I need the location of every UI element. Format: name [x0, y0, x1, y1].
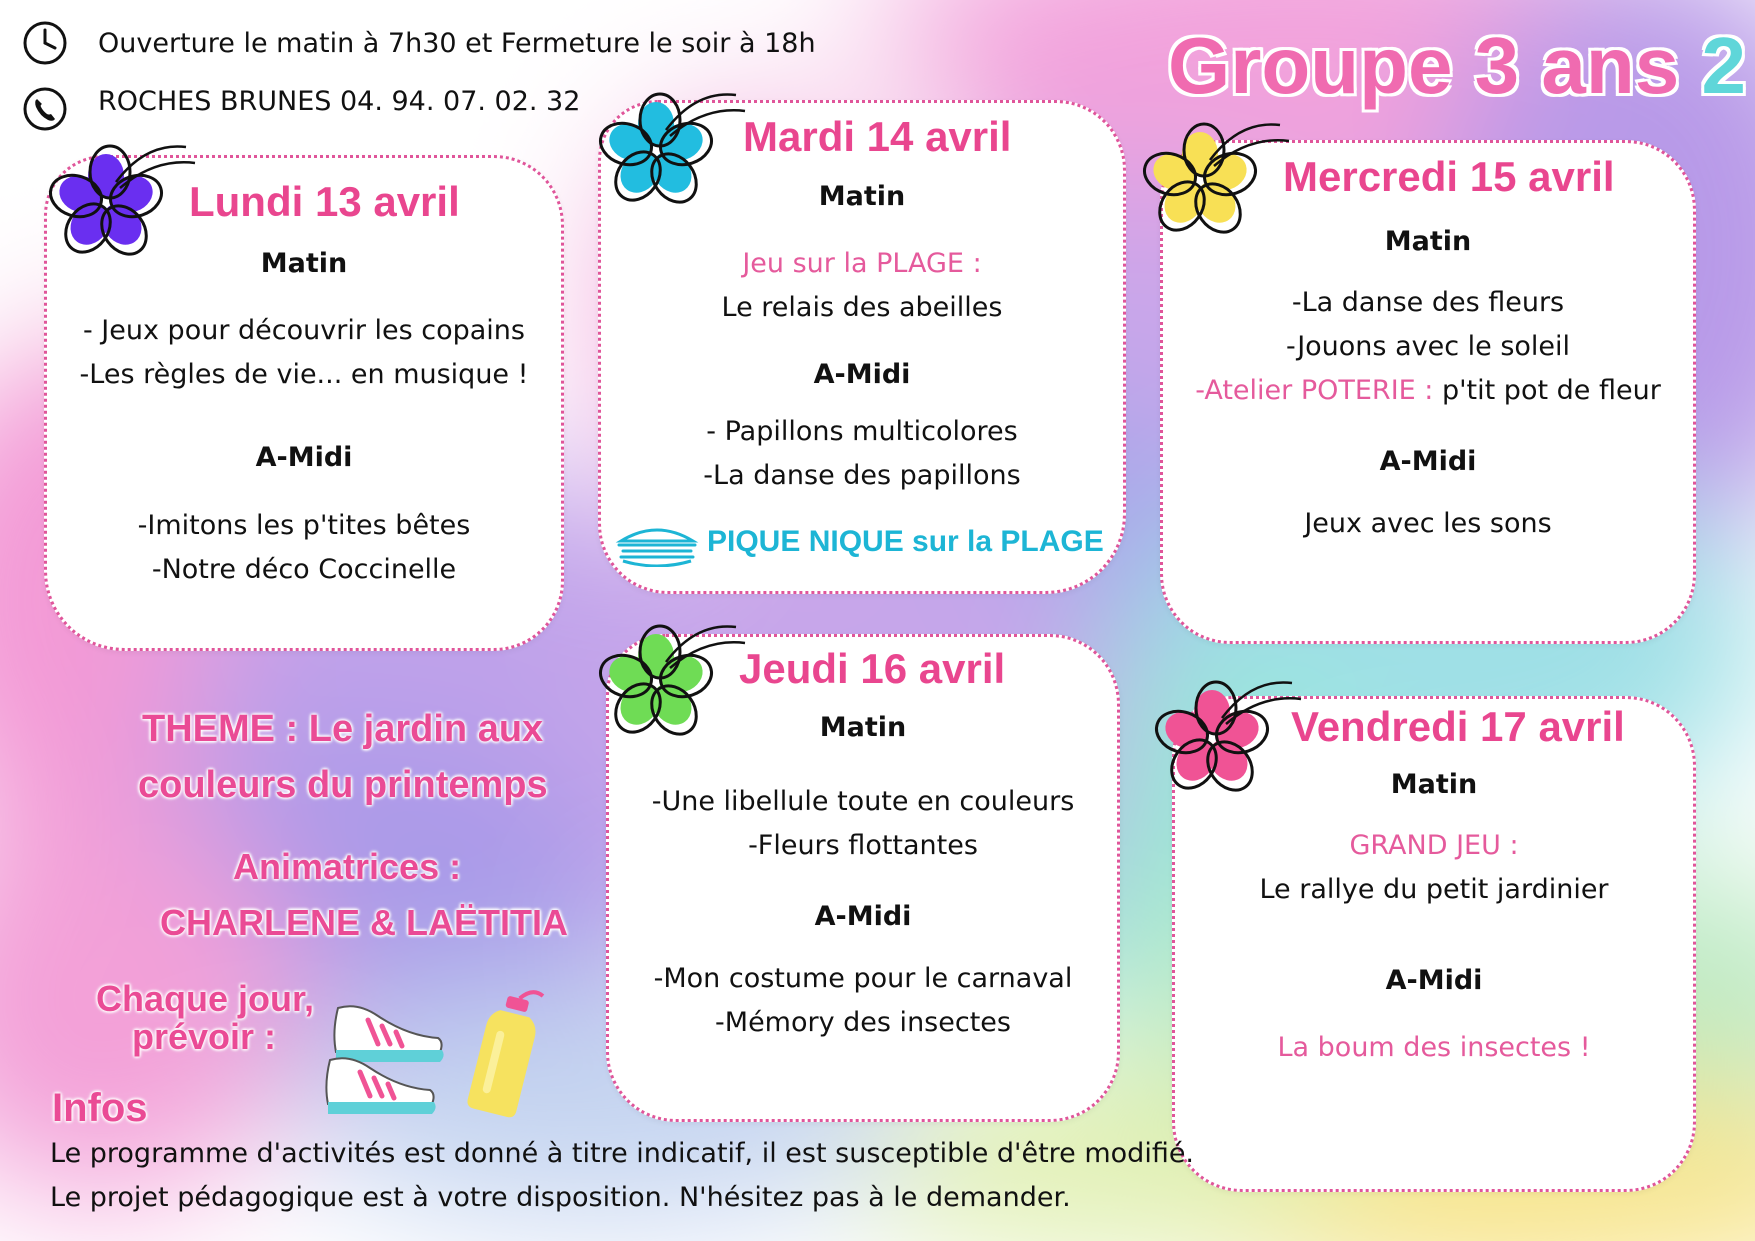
matin-label: Matin — [260, 248, 348, 279]
clock-icon — [22, 20, 68, 66]
flower-icon-yellow — [1138, 110, 1298, 240]
activity-line: Le rallye du petit jardinier — [1259, 874, 1609, 905]
atelier-line — [1163, 375, 1693, 406]
activity-line: Le relais des abeilles — [721, 292, 1003, 323]
flower-icon-pink — [1150, 668, 1310, 798]
infos-line-2: Le projet pédagogique est à votre disposition. N'hésitez pas à le demander. — [50, 1182, 1071, 1213]
activity-line: -Mémory des insectes — [715, 1007, 1011, 1038]
atelier-highlight: -Atelier POTERIE : — [1195, 375, 1434, 406]
activity-line: - Papillons multicolores — [706, 416, 1018, 447]
amidi-label: A-Midi — [813, 359, 911, 390]
day-title-vendredi: Vendredi 17 avril — [1291, 703, 1625, 750]
sandwich-icon — [615, 523, 699, 567]
chaque-jour-line-1: Chaque jour, — [96, 978, 315, 1019]
opening-hours: Ouverture le matin à 7h30 et Fermeture le soir à 18h — [98, 28, 816, 59]
activity-highlight: Jeu sur la PLAGE : — [742, 248, 982, 279]
activity-line: -Mon costume pour le carnaval — [653, 963, 1073, 994]
activity-line: - Jeux pour découvrir les copains — [82, 315, 525, 346]
activity-line: -Jouons avec le soleil — [1285, 331, 1571, 362]
page-title-number: 2 — [1701, 21, 1746, 110]
matin-label: Matin — [1390, 769, 1478, 800]
activity-highlight: GRAND JEU : — [1349, 830, 1519, 861]
infos-title: Infos — [52, 1086, 148, 1130]
activity-line: -Imitons les p'tites bêtes — [137, 510, 471, 541]
flower-icon-purple — [44, 130, 204, 260]
day-title-mardi: Mardi 14 avril — [743, 113, 1012, 160]
phone-number: ROCHES BRUNES 04. 94. 07. 02. 32 — [98, 86, 581, 117]
amidi-label: A-Midi — [814, 901, 912, 932]
page-title-text: Groupe 3 ans — [1168, 21, 1680, 110]
matin-label: Matin — [1384, 226, 1472, 257]
sneakers-icon — [318, 990, 458, 1120]
water-bottle-icon — [466, 984, 556, 1124]
phone-icon — [22, 86, 68, 132]
activity-line: -Fleurs flottantes — [748, 830, 978, 861]
page-title — [1168, 20, 1746, 112]
chaque-jour-line-2: prévoir : — [132, 1016, 277, 1057]
amidi-label: A-Midi — [255, 442, 353, 473]
activity-highlight: La boum des insectes ! — [1277, 1032, 1591, 1063]
activity-line: -Une libellule toute en couleurs — [651, 786, 1075, 817]
activity-line: -Les règles de vie... en musique ! — [79, 359, 529, 390]
matin-label: Matin — [819, 712, 907, 743]
theme-line-2: couleurs du printemps — [138, 764, 548, 806]
matin-label: Matin — [818, 181, 906, 212]
theme-line-1: THEME : Le jardin aux — [142, 708, 544, 750]
day-title-mercredi: Mercredi 15 avril — [1283, 153, 1615, 200]
day-title-lundi: Lundi 13 avril — [189, 178, 460, 225]
animatrices-label: Animatrices : — [233, 846, 462, 887]
activity-line: -La danse des fleurs — [1291, 287, 1565, 318]
atelier-rest: p'tit pot de fleur — [1433, 375, 1661, 406]
picnic-banner: PIQUE NIQUE sur la PLAGE — [707, 525, 1104, 558]
infos-line-1: Le programme d'activités est donné à titre indicatif, il est susceptible d'être modifié. — [50, 1138, 1195, 1169]
activity-line: -La danse des papillons — [703, 460, 1021, 491]
activity-line: -Notre déco Coccinelle — [151, 554, 457, 585]
amidi-label: A-Midi — [1379, 446, 1477, 477]
flower-icon-cyan — [594, 80, 754, 210]
amidi-label: A-Midi — [1385, 965, 1483, 996]
flower-icon-green — [594, 612, 754, 742]
day-title-jeudi: Jeudi 16 avril — [739, 645, 1006, 692]
activity-line: Jeux avec les sons — [1304, 508, 1552, 539]
animatrices-names: CHARLENE & LAËTITIA — [160, 902, 568, 943]
